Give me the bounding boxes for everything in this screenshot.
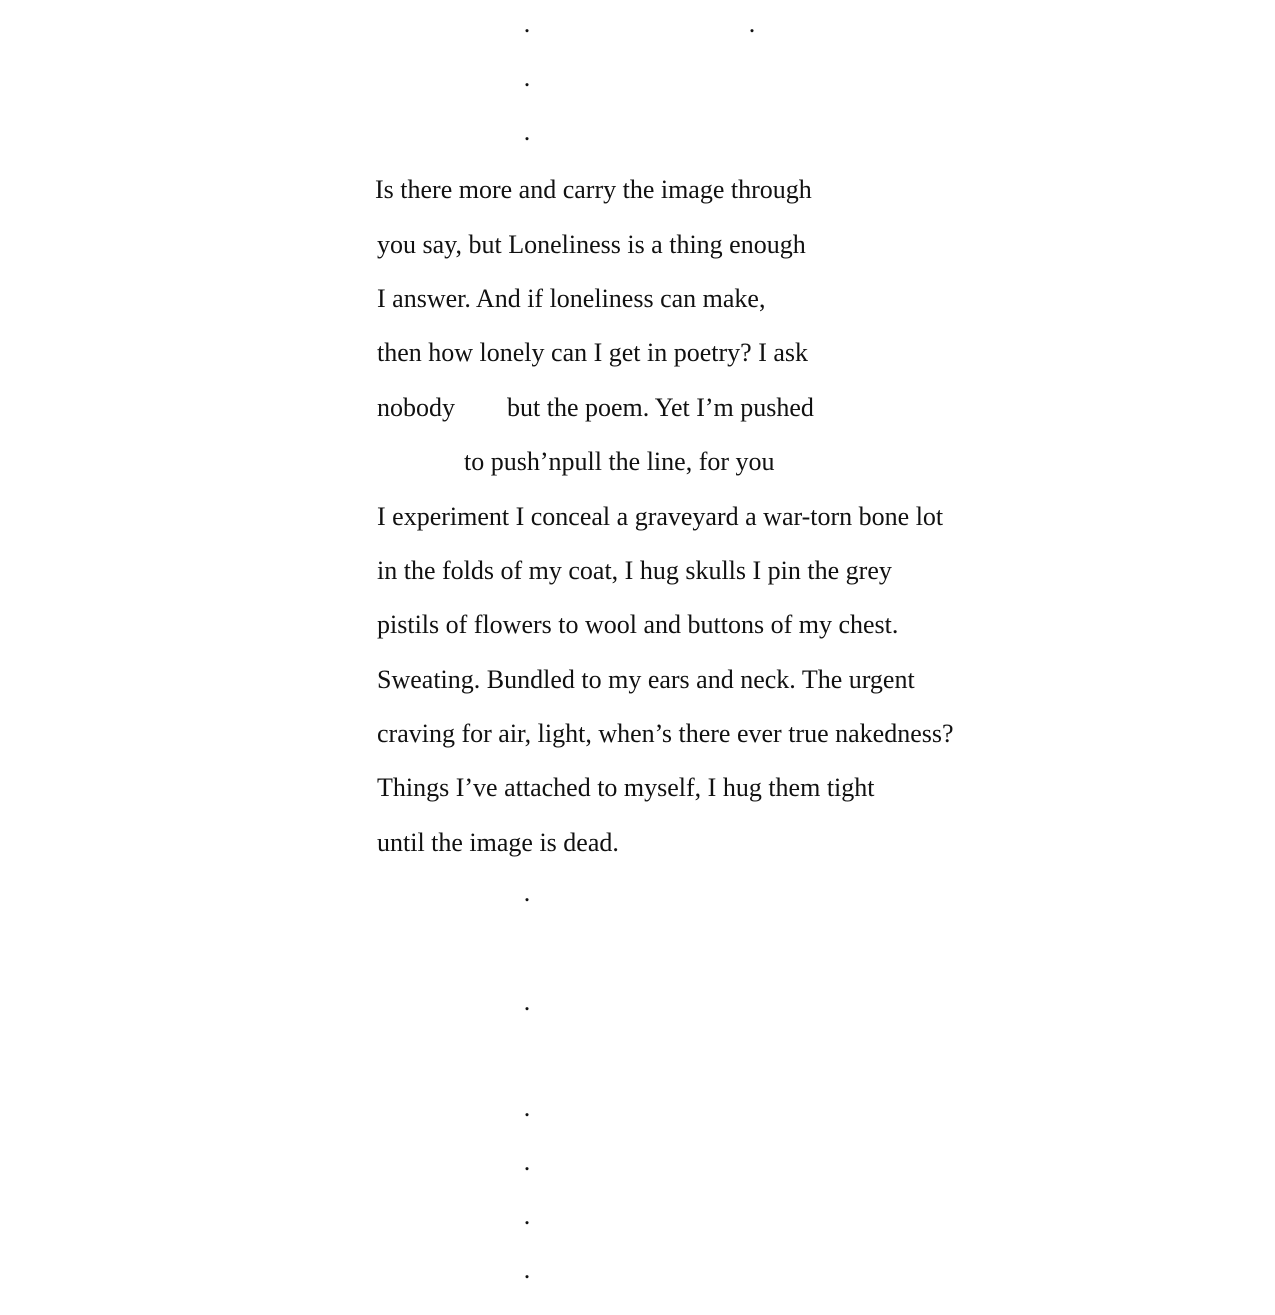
ellipsis-dot: . (523, 987, 531, 1016)
ellipsis-dot: . (523, 63, 531, 92)
poem-line: nobody but the poem. Yet I’m pushed (377, 393, 814, 422)
ellipsis-dot: . (523, 117, 531, 146)
ellipsis-dot: . (523, 1093, 531, 1122)
poem-line: craving for air, light, when’s there ever true nakedness? (377, 719, 954, 748)
poem-line: Is there more and carry the image through (375, 175, 812, 204)
ellipsis-dot: . (748, 9, 756, 38)
poem-line: I experiment I conceal a graveyard a war-torn bone lot (377, 502, 944, 531)
poem-line: until the image is dead. (377, 828, 619, 857)
ellipsis-dot: . (523, 1201, 531, 1230)
ellipsis-dot: . (523, 1147, 531, 1176)
poem-line: to push’npull the line, for you (464, 447, 775, 476)
ellipsis-dot: . (523, 1255, 531, 1284)
poem-line: I answer. And if loneliness can make, (377, 284, 766, 313)
poem-line: then how lonely can I get in poetry? I ask (377, 338, 809, 367)
poem-line: Sweating. Bundled to my ears and neck. The urgent (377, 665, 915, 694)
poem-line: in the folds of my coat, I hug skulls I pin the grey (377, 556, 892, 585)
ellipsis-dot: . (523, 9, 531, 38)
poem-line: you say, but Loneliness is a thing enough (377, 230, 806, 259)
ellipsis-dot: . (523, 878, 531, 907)
poem-line: Things I’ve attached to myself, I hug them tight (377, 773, 875, 802)
poem-line: pistils of flowers to wool and buttons of my chest. (377, 610, 899, 639)
